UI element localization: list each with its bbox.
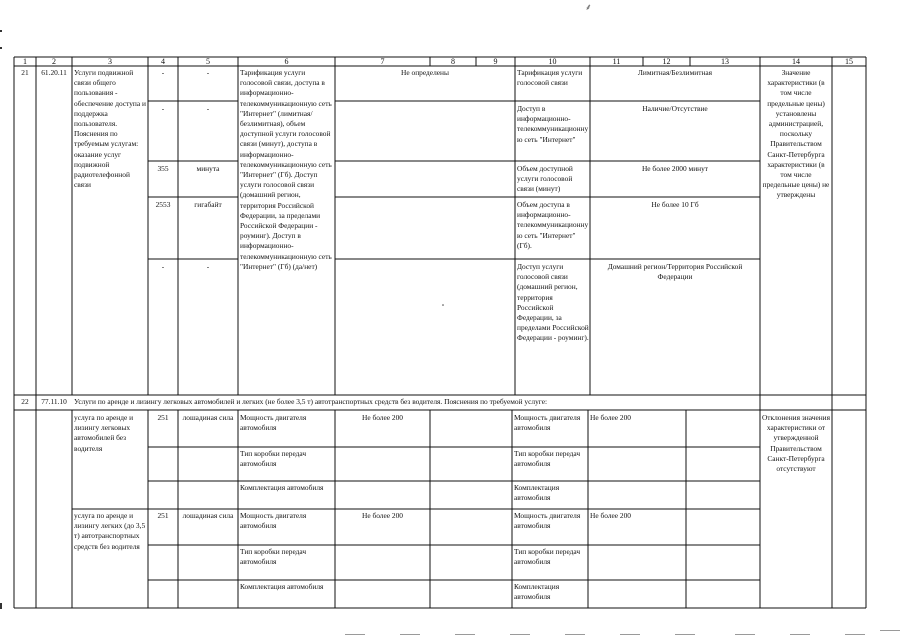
row-21-sub1-unit: - (206, 68, 210, 77)
row-21-number: 21 (21, 68, 29, 77)
row-21-sub2-code: - (161, 104, 165, 113)
col-header-6: 6 (284, 57, 289, 66)
col-header-8: 8 (451, 57, 455, 66)
row-22-title: Услуги по аренде и лизингу легковых автомобилей и легких (не более 3,5 т) автотранспортных средств без водителя. Пояснения по требуемой услуге: (74, 397, 548, 406)
col-header-4: 4 (161, 57, 165, 66)
row-22-note: Отклонения значения характеристики от утвержденной Правительством Санкт-Петербурга отсутствуют (761, 413, 831, 474)
row-22-group1-unit: лошадиная сила (182, 413, 234, 422)
scan-mark (845, 634, 865, 635)
row-22-group2-value11: Не более 200 (590, 511, 632, 520)
scan-mark (790, 634, 810, 635)
scan-mark (735, 634, 755, 635)
scan-mark (455, 634, 475, 635)
row-21-value-7: Не определены (401, 68, 449, 77)
row-21-col11-5: Домашний регион/Территория Российской Федерации (607, 262, 743, 282)
row-22-group1-char1: Мощность двигателя автомобиля (240, 413, 307, 433)
row-22-group1-char2: Тип коробки передач автомобиля (240, 449, 307, 469)
row-22-group2-char1: Мощность двигателя автомобиля (240, 511, 307, 531)
scan-mark (345, 634, 365, 635)
row-21-sub3-unit: минута (196, 164, 220, 173)
row-22-group1-col10-3: Комплектация автомобиля (514, 483, 560, 503)
row-21-col11-2: Наличие/Отсутствие (642, 104, 708, 113)
row-21-sub5-code: - (161, 262, 165, 271)
row-21-service: Услуги подвижной связи общего пользования - обеспечение доступа и поддержка пользователя. Пояснения по требуемым услугам: оказание услуг подвижной радиотелефонной связи (74, 68, 146, 190)
row-22-group1-value7: Не более 200 (361, 413, 403, 422)
row-21-col11-1: Лимитная/Безлимитная (637, 68, 713, 77)
col-header-5: 5 (206, 57, 210, 66)
scan-mark (510, 634, 530, 635)
col-header-12: 12 (662, 57, 671, 66)
row-21-col10-2: Доступ в информационно-телекоммуникационную сеть "Интернет" (517, 104, 589, 144)
row-22-code: 77.11.10 (41, 397, 67, 406)
col-header-3: 3 (108, 57, 112, 66)
row-21-col10-4: Объем доступа в информационно-телекоммуникационную сеть "Интернет" (Гб). (517, 200, 589, 250)
row-22-number: 22 (21, 397, 29, 406)
scan-mark (620, 634, 640, 635)
row-21-code: 61.20.11 (41, 68, 67, 77)
scan-mark (400, 634, 420, 635)
row-21-col10-3: Объем доступной услуги голосовой связи (минут) (517, 164, 573, 194)
col-header-15: 15 (845, 57, 853, 66)
row-21-characteristics: Тарификация услуги голосовой связи, доступа в информационно-телекоммуникационную сеть "Интернет" (лимитная/безлимитная), объем доступной услуги голосовой связи (минут), доступа в информационно-телекоммуникационную сеть "Интернет" (Гб). Доступ услуги голосовой связи (домашний регион, территория Российской Федерации, за пределами Российской Федерации - роуминг). Доступ в информационно-телекоммуникационную сеть "Интернет" (Гб) (да/нет) (240, 68, 332, 271)
row-22-group1-service: услуга по аренде и лизингу легковых автомобилей без водителя (74, 413, 134, 453)
col-header-10: 10 (548, 57, 557, 66)
row-21-sub5-unit: - (206, 262, 210, 271)
col-header-11: 11 (612, 57, 621, 66)
row-21-sub3-code: 355 (157, 164, 169, 173)
row-22-group2-col10-3: Комплектация автомобиля (514, 582, 560, 602)
scan-mark (880, 630, 900, 631)
row-21-sub1-code: - (161, 68, 165, 77)
row-22-group2-col10-1: Мощность двигателя автомобиля (514, 511, 581, 531)
row-22-group2-code: 251 (157, 511, 169, 520)
row-22-group2-col10-2: Тип коробки передач автомобиля (514, 547, 581, 567)
col-header-9: 9 (493, 57, 498, 66)
svg-text:⸙: ⸙ (585, 2, 592, 12)
row-22-group1-col10-1: Мощность двигателя автомобиля (514, 413, 581, 433)
row-21-col10-5: Доступ услуги голосовой связи (домашний регион, территория Российской Федерации, за пределами Российской Федерации - роуминг). (517, 262, 589, 343)
row-22-group2-char2: Тип коробки передач автомобиля (240, 547, 307, 567)
col-header-1: 1 (23, 57, 27, 66)
row-22-group2-char3: Комплектация автомобиля (240, 582, 324, 591)
col-header-14: 14 (792, 57, 800, 66)
row-22-group1-char3: Комплектация автомобиля (240, 483, 324, 492)
col-header-2: 2 (52, 57, 56, 66)
row-22-group1-col10-2: Тип коробки передач автомобиля (514, 449, 581, 469)
row-21-sub4-code: 2553 (155, 200, 171, 209)
row-22-group2-service: услуга по аренде и лизингу легких (до 3,5 т) автотранспортных средств без водителя (74, 511, 146, 551)
row-21-note: Значение характеристики (в том числе предельные цены) установлены администрацией, поскольку Правительством Санкт-Петербурга характеристики (в том числе предельные цены) не утверждены (762, 68, 830, 200)
col-header-13: 13 (721, 57, 729, 66)
row-22-group1-value11: Не более 200 (590, 413, 632, 422)
row-21-col11-4: Не более 10 Гб (651, 200, 699, 209)
row-22-group2-unit: лошадиная сила (182, 511, 234, 520)
scan-mark (675, 634, 695, 635)
row-21-col10-1: Тарификация услуги голосовой связи (517, 68, 583, 88)
row-21-sub2-unit: - (206, 104, 210, 113)
row-22-group2-value7: Не более 200 (361, 511, 403, 520)
scan-mark (565, 634, 585, 635)
col-header-7: 7 (380, 57, 385, 66)
row-21-sub4-unit: гигабайт (194, 200, 222, 209)
row-22-group1-code: 251 (157, 413, 169, 422)
row-21-col11-3: Не более 2000 минут (641, 164, 709, 173)
